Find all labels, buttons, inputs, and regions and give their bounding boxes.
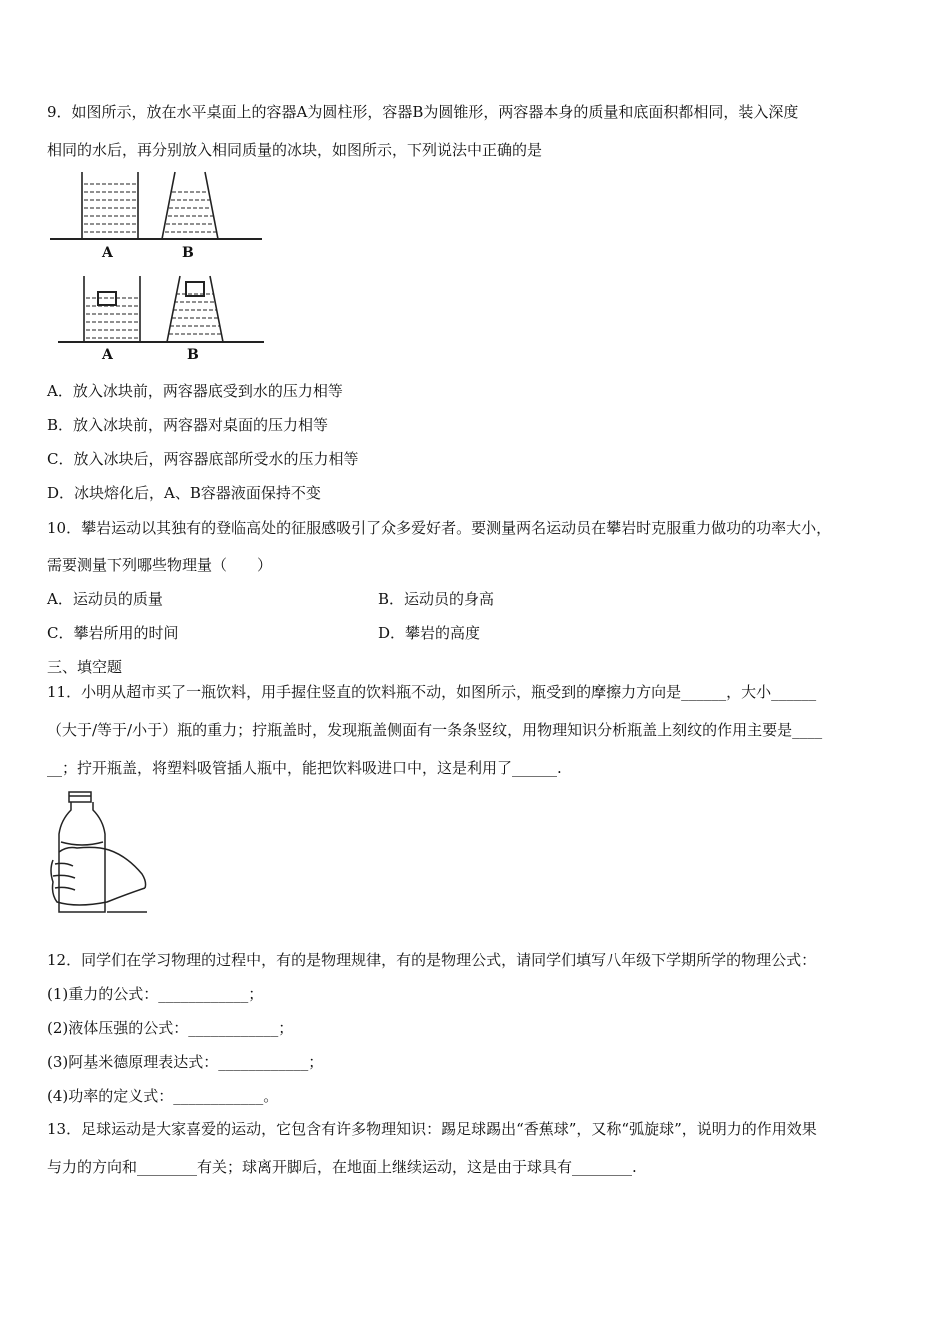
q11-stem-line1: 11．小明从超市买了一瓶饮料，用手握住竖直的饮料瓶不动，如图所示，瓶受到的摩擦力方向是______，大小______ [47, 683, 817, 701]
q10-option-c: C．攀岩所用的时间 [47, 624, 179, 642]
q9-option-b: B．放入冰块前，两容器对桌面的压力相等 [47, 416, 329, 434]
q12-stem: 12．同学们在学习物理的过程中，有的是物理规律，有的是物理公式，请同学们填写八年级下学期所学的物理公式： [47, 951, 817, 969]
q10-stem-line1: 10．攀岩运动以其独有的登临高处的征服感吸引了众多爱好者。要测量两名运动员在攀岩时克服重力做功的功率大小， [47, 519, 832, 537]
q10-option-b: B．运动员的身高 [378, 590, 495, 608]
q9-option-a: A．放入冰块前，两容器底受到水的压力相等 [47, 382, 343, 400]
label-b-top: B [182, 245, 194, 261]
q12-item-4: (4)功率的定义式：____________。 [47, 1087, 279, 1105]
q10-option-a: A．运动员的质量 [47, 590, 163, 608]
q10-stem-line2: 需要测量下列哪些物理量（ ） [47, 556, 273, 574]
q9-stem-line1: 9．如图所示，放在水平桌面上的容器A为圆柱形，容器B为圆锥形，两容器本身的质量和底面积都相同，装入深度 [47, 103, 799, 121]
q12-item-3: (3)阿基米德原理表达式：____________； [47, 1053, 324, 1071]
q12-item-2: (2)液体压强的公式：____________； [47, 1019, 294, 1037]
q9-containers-figure [50, 168, 265, 363]
label-b-bottom: B [187, 347, 199, 363]
q9-option-c: C．放入冰块后，两容器底部所受水的压力相等 [47, 450, 359, 468]
q10-option-d: D．攀岩的高度 [378, 624, 481, 642]
q12-item-1: (1)重力的公式：____________； [47, 985, 264, 1003]
q13-stem-line1: 13．足球运动是大家喜爱的运动，它包含有许多物理知识：踢足球踢出“香蕉球”，又称“弧旋球”，说明力的作用效果 [47, 1120, 817, 1138]
q13-stem-line2: 与力的方向和________有关；球离开脚后，在地面上继续运动，这是由于球具有________. [47, 1158, 637, 1176]
section-title-fill-in: 三、填空题 [47, 658, 123, 676]
q11-stem-line3: __；拧开瓶盖，将塑料吸管插人瓶中，能把饮料吸进口中，这是利用了______. [47, 759, 562, 777]
q9-option-d: D．冰块熔化后，A、B容器液面保持不变 [47, 484, 321, 502]
label-a-bottom: A [102, 347, 113, 363]
q11-stem-line2: （大于/等于/小于）瓶的重力；拧瓶盖时，发现瓶盖侧面有一条条竖纹，用物理知识分析瓶盖上刻纹的作用主要是____ [47, 721, 823, 739]
label-a-top: A [102, 245, 113, 261]
q9-stem-line2: 相同的水后，再分别放入相同质量的冰块，如图所示，下列说法中正确的是 [47, 141, 543, 159]
bottle-hand-figure [47, 790, 157, 915]
